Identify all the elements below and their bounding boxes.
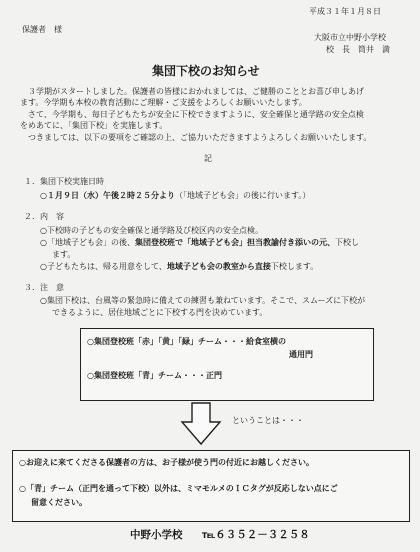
section-2-item-3-post: 下校します。 <box>270 262 319 271</box>
down-arrow-icon <box>180 402 222 446</box>
footer-contact <box>130 529 310 542</box>
notice-line-3: 留意ください。 <box>31 498 87 507</box>
section-2-item-2-cont: ます。 <box>52 250 76 259</box>
section-2-item-2 <box>40 238 359 249</box>
gates-line-1: ○集団登校班「赤」「黄」「緑」チーム・・・給食室横の <box>87 337 286 346</box>
notice-line-1: ○お迎えに来てくださる保護者の方は、お子様が使う門の付近にお越しください。 <box>19 458 314 467</box>
page-title: 集団下校のお知らせ <box>152 64 260 78</box>
intro-line-4: をめあてに、「集団下校」を実施します。 <box>20 121 168 130</box>
section-3-line-2: できるように、居住地域ごとに下校する門を決めています。 <box>52 308 268 317</box>
recipient: 保護者 様 <box>22 25 62 34</box>
intro-line-5: つきましては、以下の要項をご確認の上、ご協力いただきますようよろしくお願いいたします。 <box>28 133 372 142</box>
section-2-item-3-pre: ○子どもたちは、帰る用意をして、 <box>40 262 167 271</box>
footer-tel: ６３５２－３２５８ <box>215 529 310 541</box>
gates-line-1b: 通用門 <box>289 350 313 359</box>
footer-tel-label: ℡ <box>201 529 216 541</box>
section-1-datetime: ○１月９日（水）午後２時２５分より <box>40 191 175 200</box>
date: 平成３１年１月８日 <box>309 7 381 16</box>
section-2-item-3-bold: 地域子ども会の教室から直接 <box>166 262 271 271</box>
section-2-item-2-pre: ○「地域子ども会」の後、 <box>40 238 135 247</box>
ki-label: 記 <box>204 154 212 163</box>
section-1-date <box>40 191 310 202</box>
gates-line-2: ○集団登校班「青」チーム・・・正門 <box>87 371 222 380</box>
intro-line-2: ます。今学期も本校の教育活動にご理解・ご支援をよろしくお願いいたします。 <box>20 98 307 107</box>
section-2-item-3 <box>40 262 318 273</box>
intro-line-1: ３学期がスタートしました。保護者の皆様におかれましては、ご健勝のこととお喜び申しあげ <box>28 87 364 96</box>
section-2-item-1: ○下校時の子どもの安全確保と通学路及び校区内の安全点検。 <box>40 226 263 235</box>
section-1-heading: １．集団下校実施日時 <box>24 177 104 186</box>
section-3-line-1: ○集団下校は、台風等の緊急時に備えての練習も兼ねています。そこで、スムーズに下校が <box>40 296 366 305</box>
section-2-item-2-bold: 集団登校班で「地域子ども会」担当教諭付き添いの元、 <box>134 238 335 247</box>
section-2-heading: ２．内 容 <box>24 212 64 221</box>
gates-box <box>80 328 374 401</box>
notice-box <box>12 450 410 522</box>
school-name: 大阪市立中野小学校 <box>314 33 386 42</box>
section-1-note: （「地域子ども会」の後に行います。） <box>174 191 311 200</box>
principal-name: 校 長 筒井 満 <box>326 45 390 54</box>
arrow-caption: ということは・・・ <box>232 416 304 425</box>
section-3-heading: ３．注 意 <box>24 283 64 292</box>
section-2-item-2-post: 下校し <box>334 238 359 247</box>
footer-school: 中野小学校 <box>130 529 183 541</box>
notice-line-2: ○「青」チーム（正門を通って下校）以外は、ミマモルメのＩＣタグが反応しない点にご <box>19 484 338 493</box>
intro-line-3: さて、今学期も、毎日子どもたちが安全に下校できますように、安全確保と通学路の安全点検 <box>28 110 364 119</box>
